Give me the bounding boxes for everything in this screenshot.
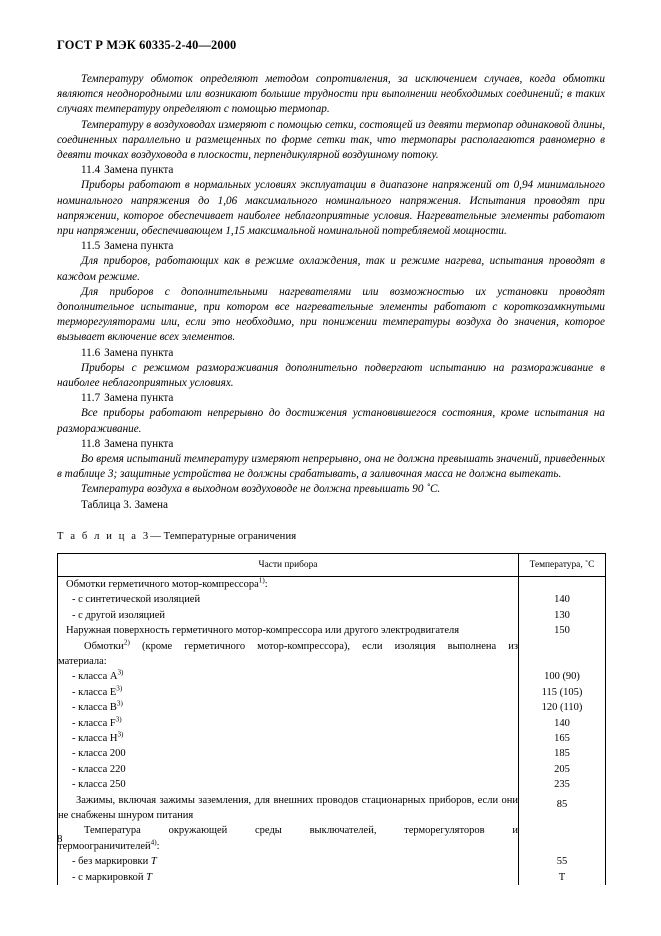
row-label-line-2: материала: <box>58 655 107 667</box>
row-label: - класса 200 <box>72 748 126 760</box>
table-row <box>58 576 606 592</box>
row-label-cell <box>58 746 519 761</box>
paragraph-8: Во время испытаний температуру измеряют непрерывно, она не должна превышать значений, приведенных в таблице 3; защитные устройства не должны срабатывать, а заливочная масса не должна вытекать. <box>57 453 605 481</box>
row-label-cell <box>58 870 519 885</box>
clause-11-6-number: 11.6 <box>81 346 101 359</box>
row-label-cell <box>58 731 519 746</box>
marking-symbol: T <box>146 871 152 883</box>
clause-11-5-number: 11.5 <box>81 240 101 253</box>
column-header-temperature: Температура, ˚С <box>519 553 606 576</box>
table-row <box>58 716 606 731</box>
clause-11-6 <box>57 346 605 361</box>
row-label-cell <box>58 576 519 592</box>
row-label-cell <box>58 762 519 777</box>
row-label-cell <box>58 623 519 638</box>
paragraph-2: Температуру в воздуховодах измеряют с помощью сетки, состоящей из девяти термопар одинаковой длины, соединенных параллельно и размещенных по форме сетки так, что термопары располагаются равномерно в девяти точках воздуховода в плоскости, перпендикулярной воздушному потоку. <box>57 118 605 162</box>
clause-11-8 <box>57 437 605 452</box>
table-header-row <box>58 553 606 576</box>
table-row <box>58 669 606 684</box>
row-value-cell: 140 <box>519 592 606 607</box>
row-label-cell <box>58 777 519 792</box>
clause-11-4 <box>57 163 605 178</box>
row-value-cell: 165 <box>519 731 606 746</box>
table-row <box>58 700 606 715</box>
table-row <box>58 623 606 638</box>
footnote-ref-1: 1) <box>258 576 265 585</box>
row-label-cell <box>58 854 519 869</box>
footnote-ref-3: 3) <box>116 684 123 693</box>
row-value-cell: 100 (90) <box>519 669 606 684</box>
paragraph-1: Температуру обмоток определяют методом сопротивления, за исключением случаев, когда обмотки являются неоднородными или возникают большие трудности при выполнении необходимых соединений; в таких случаях температуру определяют с помощью термопар. <box>57 73 605 116</box>
table-row <box>58 823 606 854</box>
clause-11-8-number: 11.8 <box>81 437 101 450</box>
table-caption <box>57 530 605 544</box>
footnote-ref-3: 3) <box>117 668 124 677</box>
row-label: - класса $F^{3)}$ <box>72 715 122 729</box>
row-value-cell: 120 (110) <box>519 700 606 715</box>
row-label: Зажимы, включая зажимы заземления, для внешних проводов стационарных приборов, если они не снабжены шнуром питания <box>58 794 518 821</box>
table-row <box>58 639 606 670</box>
clause-11-4-label: Замена пункта <box>104 164 174 177</box>
table-row <box>58 592 606 607</box>
column-header-parts: Части прибора <box>58 553 519 576</box>
table-row <box>58 762 606 777</box>
clause-11-4-number: 11.4 <box>81 164 101 177</box>
row-label: - без маркировки T <box>72 856 157 868</box>
table-row <box>58 608 606 623</box>
table-row <box>58 854 606 869</box>
clause-11-5 <box>57 239 605 254</box>
row-label-cell <box>58 700 519 715</box>
row-label-cell <box>58 793 519 824</box>
row-label: - с другой изоляцией <box>72 609 166 621</box>
clause-11-5-label: Замена пункта <box>104 240 174 253</box>
row-label-cell <box>58 608 519 623</box>
row-label: - с маркировкой T <box>72 871 152 883</box>
row-label-line-2: термоограничителей$^{4)}$: <box>58 838 160 852</box>
clause-11-8-label: Замена пункта <box>104 437 174 450</box>
row-label-cell <box>58 639 519 670</box>
row-label-cell <box>58 685 519 700</box>
paragraph-5: Для приборов с дополнительными нагревателями или возможностью их установки проводят дополнительное испытание, при котором все нагревательные элементы работают с короткозамкнутыми терморегуляторами или, если это необходимо, при понижении температуры воздуха до значения, которое вызывает включение всех элементов. <box>57 285 605 344</box>
footnote-ref-3: 3) <box>115 715 122 724</box>
row-label: Обмотки герметичного мотор-компрессора$^{1)}$: <box>66 576 268 590</box>
row-label: - класса $А^{3)}$ <box>72 668 124 683</box>
row-value-cell <box>519 639 606 670</box>
table-caption-text: — Температурные ограничения <box>150 530 297 542</box>
footnote-ref-4: 4) <box>150 838 157 847</box>
row-label: - класса 250 <box>72 779 126 791</box>
row-label-cell <box>58 592 519 607</box>
row-label: - класса $В^{3)}$ <box>72 699 123 714</box>
table-head <box>58 553 606 576</box>
paragraph-6: Приборы с режимом размораживания дополнительно подвергают испытанию на размораживание в наиболее неблагоприятных условиях. <box>57 361 605 390</box>
row-value-cell: 130 <box>519 608 606 623</box>
page-number: 8 <box>57 833 63 845</box>
table-caption-label: Т а б л и ц а 3 <box>57 530 151 542</box>
row-label: Наружная поверхность герметичного мотор-компрессора или другого электродвигателя <box>66 625 460 637</box>
row-value-cell <box>519 576 606 592</box>
row-label-line-1: Обмотки$^{2)}$ (кроме герметичного мотор-компрессора), если изоляция выполнена из <box>84 638 519 652</box>
table-row <box>58 685 606 700</box>
paragraph-3: Приборы работают в нормальных условиях эксплуатации в диапазоне напряжений от 0,94 минимального номинального напряжения до 1,06 максимального номинального напряжения. Испытания проводят при напряжении, которое обеспечивает наиболее неблагоприятные условия. Нагревательные элементы работают при напряжении, обеспечивающем 1,15 максимальной номинальной потребляемой мощности. <box>57 179 605 238</box>
row-value-cell: 115 (105) <box>519 685 606 700</box>
footnote-ref-3: 3) <box>117 730 124 739</box>
row-value-cell: 55 <box>519 854 606 869</box>
row-label: - класса $Н^{3)}$ <box>72 730 124 744</box>
table-row <box>58 777 606 792</box>
row-value-cell: 205 <box>519 762 606 777</box>
clause-11-7-label: Замена пункта <box>104 392 174 405</box>
row-value-cell <box>519 823 606 854</box>
clause-11-7-number: 11.7 <box>81 392 101 405</box>
row-label-cell <box>58 823 519 854</box>
table-body <box>58 576 606 885</box>
row-label: - класса $Е^{3)}$ <box>72 684 123 698</box>
row-value-cell: 150 <box>519 623 606 638</box>
row-value-cell: 185 <box>519 746 606 761</box>
paragraph-10: Таблица 3. Замена <box>81 498 169 511</box>
table-row <box>58 793 606 824</box>
clause-11-6-label: Замена пункта <box>104 346 174 359</box>
table-row <box>58 731 606 746</box>
row-value-cell: 140 <box>519 716 606 731</box>
row-label: - класса 220 <box>72 763 126 775</box>
row-value-cell: 85 <box>519 793 606 824</box>
table-row <box>58 746 606 761</box>
footnote-ref-2: 2) <box>123 638 130 647</box>
row-value-cell: T <box>519 870 606 885</box>
paragraph-4: Для приборов, работающих как в режиме охлаждения, так и режиме нагрева, испытания проводят в каждом режиме. <box>57 255 605 283</box>
page-content <box>57 38 605 885</box>
clause-11-7 <box>57 391 605 406</box>
paragraph-7: Все приборы работают непрерывно до достижения установившегося состояния, кроме испытания на размораживание. <box>57 407 605 435</box>
row-value-cell: 235 <box>519 777 606 792</box>
paragraph-9: Температура воздуха в выходном воздуховоде не должна превышать 90 ˚С. <box>81 483 441 496</box>
footnote-ref-3: 3) <box>116 699 123 708</box>
marking-symbol: T <box>150 856 157 868</box>
temperature-limits-table <box>57 553 606 885</box>
row-label-cell <box>58 669 519 684</box>
row-label-cell <box>58 716 519 731</box>
row-label-line-1: Температура окружающей среды выключателей, терморегуляторов и <box>84 825 518 837</box>
table-row <box>58 870 606 885</box>
document-header: ГОСТ Р МЭК 60335-2-40—2000 <box>57 38 237 52</box>
row-label: - с синтетической изоляцией <box>72 594 201 606</box>
